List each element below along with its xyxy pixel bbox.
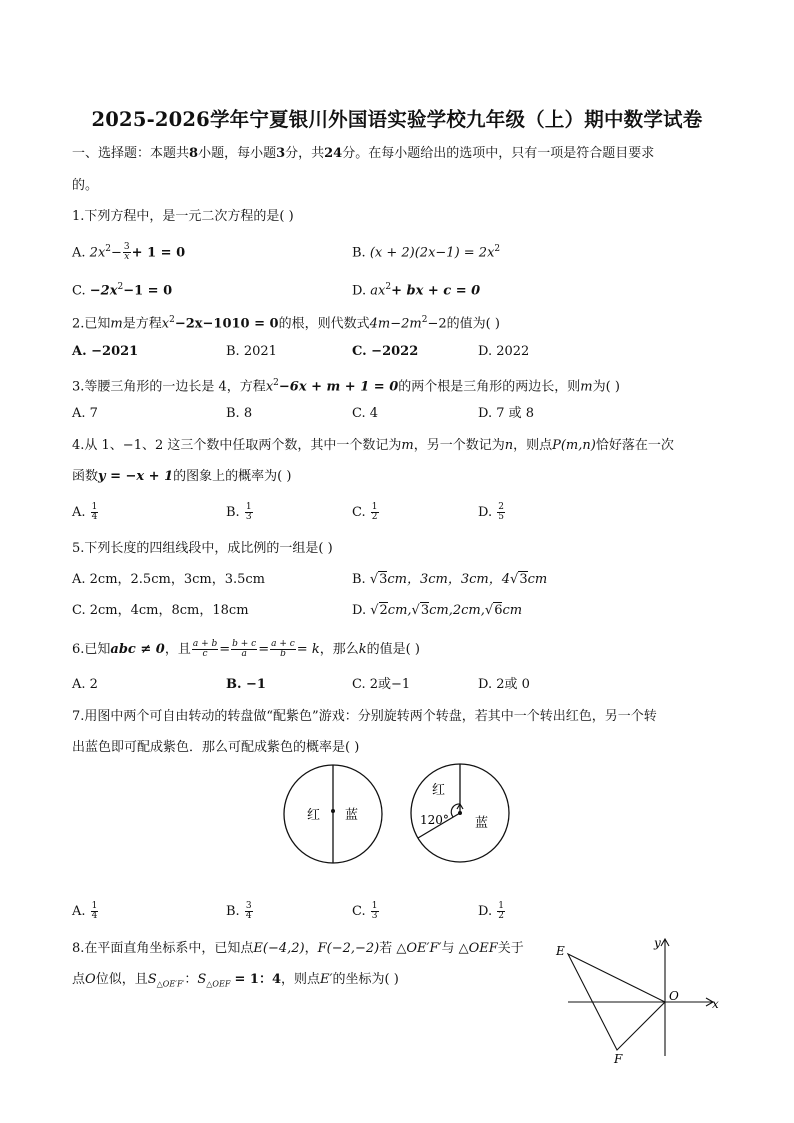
option-label: C. <box>72 283 86 299</box>
math-var: m <box>110 316 123 332</box>
option-label: B. <box>226 904 240 919</box>
frac-den: x <box>124 252 130 263</box>
fraction <box>192 640 218 659</box>
text: 关于 <box>497 941 524 956</box>
math-expr: x <box>265 379 274 395</box>
math-expr: cm <box>527 572 548 587</box>
spinner-2-angle-label: 120° <box>420 813 449 827</box>
q4-stem-line2 <box>72 469 291 485</box>
fraction <box>371 902 379 921</box>
text: 与 △ <box>441 941 469 956</box>
frac-den: 3 <box>245 512 252 522</box>
score-total: 24 <box>324 146 343 161</box>
math-expr: 2x <box>89 245 106 261</box>
frac-den: a <box>241 649 247 659</box>
text: ，那么 <box>319 642 359 657</box>
score-each: 3 <box>276 146 286 161</box>
q5-option-d[interactable]: D. √2cm,√3cm,2cm,√6cm <box>352 603 523 618</box>
math-expr: cm <box>502 603 523 618</box>
spinner-2-pivot <box>458 811 462 815</box>
text: 3.等腰三角形的一边长是 4，方程 <box>72 379 266 395</box>
frac-den: 2 <box>371 512 378 522</box>
text: ，另一个数记为 <box>413 438 505 453</box>
q5-option-c[interactable]: C. 2cm，4cm，8cm，18cm <box>72 603 249 618</box>
text: 点 <box>72 972 86 987</box>
text: 恰好落在一次 <box>595 438 674 453</box>
text: 的根，则代数式 <box>278 316 370 332</box>
option-label: D. <box>478 505 493 520</box>
text: 位似，且 <box>95 972 148 987</box>
q7-option-b[interactable] <box>226 902 254 921</box>
option-label: C. <box>352 505 366 520</box>
frac-num: a + b <box>192 639 218 649</box>
frac-num: 3 <box>245 901 252 911</box>
math-expr: + 1 = 0 <box>131 245 186 261</box>
frac-num: b + c <box>232 639 257 649</box>
math-expr: = 1：4 <box>234 972 282 987</box>
q6-option-c[interactable]: C. 2或−1 <box>352 677 411 692</box>
fraction <box>123 243 131 262</box>
frac-num: 3 <box>123 242 130 253</box>
q5-option-b[interactable]: B. √3cm，3cm，3cm，4√3cm <box>352 572 548 587</box>
option-label: D. <box>352 603 367 618</box>
radicand: 3 <box>379 572 388 587</box>
q3-option-c[interactable]: C. 4 <box>352 406 379 421</box>
math-expr: (x + 2)(2x−1) = 2x <box>369 245 495 261</box>
frac-num: 1 <box>245 502 252 512</box>
option-label: A. <box>72 505 86 520</box>
frac-den: c <box>202 649 208 659</box>
spinner-1-right-label: 蓝 <box>345 808 359 823</box>
q5-option-a[interactable]: A. 2cm，2.5cm，3cm，3.5cm <box>72 572 265 587</box>
frac-den: 5 <box>498 512 504 522</box>
math-var: n <box>504 438 514 453</box>
math-expr: 4m−2m <box>369 316 422 332</box>
frac-den: 2 <box>498 911 504 921</box>
text: 的图象上的概率为( ) <box>173 469 292 484</box>
fraction <box>270 640 296 659</box>
question-count: 8 <box>189 146 199 161</box>
math-var: k <box>358 642 367 657</box>
frac-num: a + c <box>271 639 295 649</box>
q1-option-c[interactable]: C. $-2x^2-1 = 0$ <box>72 282 173 299</box>
q2-option-d[interactable]: D. 2022 <box>478 344 530 359</box>
spinner-1-left-label: 红 <box>307 808 321 823</box>
exponent: 2 <box>105 244 112 254</box>
q6-stem: 6.已知abc ≠ 0，且 $\frac{a + b}{c}$ = $\frac{b + c}{a}$ = $\frac{a + c}{b}$ = k，那么k的值是( ) <box>72 639 420 659</box>
intro-text: 分。在每小题给出的选项中，只有一项是符合题目要求 <box>342 146 655 161</box>
q4-option-d[interactable] <box>478 503 506 522</box>
q8-stem-line2 <box>72 972 399 993</box>
radicand: 6 <box>494 603 503 618</box>
q2-option-c[interactable]: C. −2022 <box>352 344 419 359</box>
spinner-2-right-label: 蓝 <box>475 816 489 831</box>
text: 函数 <box>72 469 99 484</box>
label-f: F <box>614 1052 623 1066</box>
frac-num: 1 <box>371 901 378 911</box>
text: ： <box>184 972 198 987</box>
fraction <box>91 902 99 921</box>
q1-option-b[interactable]: B. $(x + 2)(2x-1) = 2x^2$ <box>352 244 501 261</box>
label-e: E <box>556 944 565 958</box>
q4-option-c[interactable] <box>352 503 380 522</box>
math-expr: −6x + m + 1 = 0 <box>278 379 399 395</box>
math-var: m <box>580 379 593 395</box>
option-label: A. <box>72 904 86 919</box>
q7-option-d[interactable] <box>478 902 506 921</box>
frac-num: 1 <box>498 901 504 911</box>
frac-den: 3 <box>371 911 378 921</box>
radicand: 3 <box>420 603 430 618</box>
text: 的值为( ) <box>446 316 500 332</box>
q7-stem-line2: 出蓝色即可配成紫色．那么可配成紫色的概率是( ) <box>72 740 360 755</box>
math-var: S <box>197 972 207 987</box>
label-o: O <box>669 989 679 1003</box>
q2-stem: 2.已知m是方程$x^2-2x-1010 = 0$的根，则代数式$4m-2m^2-2$的值为( ) <box>72 315 500 332</box>
math-expr: −2x <box>89 283 118 299</box>
spinner-2-top-label: 红 <box>432 783 446 798</box>
math-expr: cm，3cm，3cm，4 <box>387 572 511 587</box>
q4-stem-line1 <box>72 438 674 454</box>
text: ， <box>304 941 318 956</box>
fraction <box>497 503 505 522</box>
text: 为( ) <box>592 379 620 395</box>
spinners-figure <box>270 758 510 868</box>
math-expr: y = −x + 1 <box>98 469 174 484</box>
subscript: △OE′F′ <box>156 979 185 989</box>
option-label: A. <box>72 245 86 261</box>
frac-num: 1 <box>91 502 98 512</box>
q4-option-a[interactable] <box>72 503 99 522</box>
math-var: m <box>401 438 414 453</box>
intro-text: 分，共 <box>285 146 325 161</box>
q2-option-a[interactable]: A. −2021 <box>72 344 139 359</box>
math-var: S <box>147 972 157 987</box>
q1-option-a[interactable]: A. $2x^2-$ $\frac{3}{x}$ + 1 = 0 <box>72 242 186 263</box>
label-x: x <box>712 997 719 1011</box>
option-label: D. <box>352 283 367 299</box>
text: ，且 <box>164 642 191 657</box>
math-expr: + bx + c = 0 <box>391 283 481 299</box>
math-var: O <box>85 972 96 987</box>
option-label: D. <box>478 904 493 919</box>
text: 2.已知 <box>72 316 111 332</box>
q3-option-b[interactable]: B. 8 <box>226 406 253 421</box>
q7-option-c[interactable] <box>352 902 380 921</box>
frac-num: 1 <box>91 901 98 911</box>
fraction <box>245 902 253 921</box>
q1-option-d[interactable]: D. $ax^2+$ bx + c = 0 <box>352 282 481 299</box>
math-expr: cm,2cm, <box>429 603 485 618</box>
math-expr: cm, <box>387 603 412 618</box>
text: 是方程 <box>122 316 162 332</box>
option-label: C. <box>352 904 366 919</box>
section-intro-end: 的。 <box>72 178 99 193</box>
math-expr: −2x−1010 = 0 <box>174 316 279 332</box>
text: ，则点 <box>281 972 321 987</box>
q3-stem: 3.等腰三角形的一边长是 4，方程$x^2-6x + m + 1 = 0$的两个根是三角形的两边长，则m为( ) <box>72 378 620 395</box>
fraction <box>371 503 379 522</box>
radicand: 3 <box>519 572 528 587</box>
frac-num: 1 <box>371 502 378 512</box>
text: 8.在平面直角坐标系中，已知点 <box>72 941 254 956</box>
fraction <box>231 640 257 659</box>
radicand: 2 <box>379 603 388 618</box>
q6-option-b[interactable]: B. −1 <box>226 677 266 692</box>
intro-text: 小题，每小题 <box>198 146 277 161</box>
frac-den: 4 <box>91 911 98 921</box>
text: 的两个根是三角形的两边长，则 <box>398 379 581 395</box>
text: 若 △ <box>379 941 407 956</box>
coordinate-figure <box>548 930 728 1070</box>
spinner-1-pivot <box>331 809 335 813</box>
text: 的坐标为( ) <box>332 972 399 987</box>
fraction <box>497 902 505 921</box>
text: ，则点 <box>513 438 553 453</box>
math-var: E′ <box>320 972 333 987</box>
frac-den: 4 <box>91 512 98 522</box>
q3-option-a[interactable]: A. 7 <box>72 406 98 421</box>
page-title: 2025-2026学年宁夏银川外国语实验学校九年级（上）期中数学试卷 <box>91 108 703 131</box>
spinner-1 <box>284 765 382 863</box>
math-expr: x <box>161 316 170 332</box>
frac-den: 4 <box>245 911 252 921</box>
spinner-2 <box>411 764 509 862</box>
math-expr: E(−4,2) <box>253 941 305 956</box>
q1-stem: 1.下列方程中，是一元二次方程的是( ) <box>72 209 294 224</box>
fraction <box>245 503 253 522</box>
math-expr: P(m,n) <box>552 438 596 453</box>
q7-option-a[interactable] <box>72 902 99 921</box>
frac-den: b <box>280 649 286 659</box>
math-expr: OEF <box>468 941 498 956</box>
q5-stem: 5.下列长度的四组线段中，成比例的一组是( ) <box>72 541 333 556</box>
q2-option-b[interactable]: B. 2021 <box>226 344 277 359</box>
q3-option-d[interactable]: D. 7 或 8 <box>478 406 535 421</box>
text: 6.已知 <box>72 642 111 657</box>
math-expr: abc ≠ 0 <box>110 642 165 657</box>
fraction <box>91 503 99 522</box>
math-expr: ax <box>370 283 386 299</box>
text: 的值是( ) <box>366 642 420 657</box>
math-expr: F(−2,−2) <box>317 941 380 956</box>
option-label: B. <box>352 245 366 261</box>
math-expr: = k <box>296 642 320 657</box>
label-y: y <box>654 936 661 950</box>
q6-option-d[interactable]: D. 2或 0 <box>478 677 530 692</box>
q4-option-b[interactable] <box>226 503 254 522</box>
option-label: B. <box>226 505 240 520</box>
q8-stem-line1 <box>72 941 524 957</box>
section-intro <box>72 146 654 162</box>
intro-text: 一、选择题：本题共 <box>72 146 190 161</box>
option-label: B. <box>352 572 366 587</box>
math-expr: OE′F′ <box>406 941 442 956</box>
subscript: △OEF <box>206 979 231 989</box>
frac-num: 2 <box>498 502 504 512</box>
math-expr: −1 = 0 <box>123 283 173 299</box>
math-expr: −2 <box>427 316 447 332</box>
q7-stem-line1: 7.用图中两个可自由转动的转盘做“配紫色”游戏：分别旋转两个转盘，若其中一个转出红色，另一个转 <box>72 709 657 724</box>
q6-option-a[interactable]: A. 2 <box>72 677 98 692</box>
text: 4.从 1、−1、2 这三个数中任取两个数，其中一个数记为 <box>72 438 402 453</box>
